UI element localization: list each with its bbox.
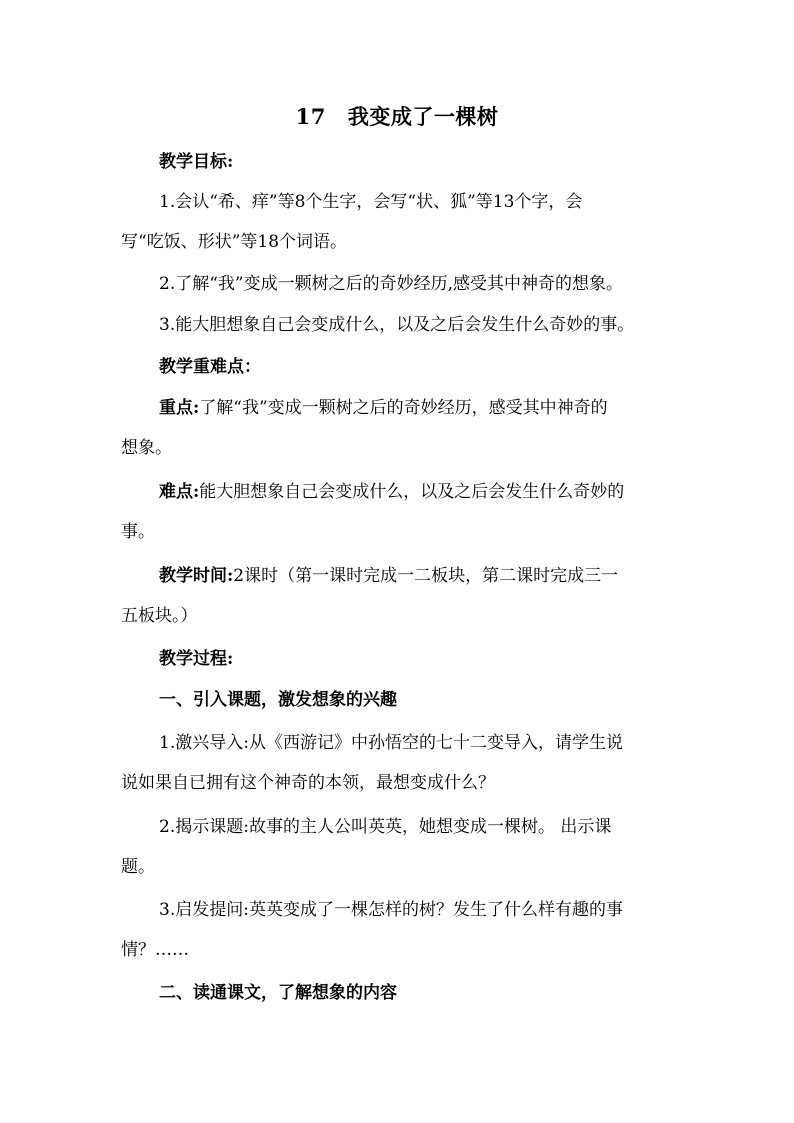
- teaching-time-line-2: 五板块。）: [121, 606, 198, 626]
- objective-1-line-2: 写“吃饭、形状”等18个词语。: [121, 232, 348, 252]
- objective-2: 2.了解“我”变成一颗树之后的奇妙经历,感受其中神奇的想象。: [159, 274, 624, 294]
- teaching-time-label: 教学时间:: [159, 566, 234, 586]
- objective-1-line-1: 1.会认“希、痒”等8个生字，会写“状、狐”等13个字，会: [159, 192, 583, 212]
- section-1-item-1-line-1: 1.激兴导入:从《西游记》中孙悟空的七十二变导入，请学生说: [159, 733, 623, 753]
- objective-3: 3.能大胆想象自己会变成什么，以及之后会发生什么奇妙的事。: [159, 315, 635, 335]
- teaching-time-text: 2课时（第一课时完成一二板块，第二课时完成三一: [233, 566, 619, 586]
- difficult-point-label: 难点:: [159, 482, 200, 502]
- key-point-line-1: [159, 396, 608, 420]
- lesson-title: 我变成了一棵树: [347, 104, 499, 129]
- keypoints-heading: 教学重难点：: [159, 357, 261, 377]
- section-2-heading: 二、读通课文，了解想象的内容: [159, 983, 397, 1003]
- section-1-item-1-line-2: 说如果自已拥有这个神奇的本领，最想变成什么？: [121, 773, 495, 793]
- section-1-heading: 一、引入课题，激发想象的兴趣: [159, 690, 397, 710]
- teaching-time-line-1: [159, 564, 618, 588]
- section-1-item-3-line-1: 3.启发提问:英英变成了一棵怎样的树？发生了什么样有趣的事: [159, 900, 623, 920]
- section-1-item-3-line-2: 情？……: [121, 940, 189, 960]
- key-point-label: 重点:: [159, 398, 200, 418]
- objectives-heading: 教学目标:: [159, 152, 234, 172]
- process-heading: 教学过程:: [159, 649, 234, 669]
- section-1-item-2-line-1: 2.揭示课题:故事的主人公叫英英，她想变成一棵树。 出示课: [159, 817, 612, 837]
- difficult-point-text: 能大胆想象自己会变成什么，以及之后会发生什么奇妙的: [199, 482, 625, 502]
- key-point-line-2: 想象。: [121, 438, 172, 458]
- difficult-point-line-2: 事。: [121, 522, 155, 542]
- key-point-text: 了解“我”变成一颗树之后的奇妙经历，感受其中神奇的: [199, 398, 608, 418]
- section-1-item-2-line-2: 题。: [121, 857, 155, 877]
- lesson-number: 17: [295, 104, 326, 129]
- page-title: [0, 101, 794, 131]
- difficult-point-line-1: [159, 480, 624, 504]
